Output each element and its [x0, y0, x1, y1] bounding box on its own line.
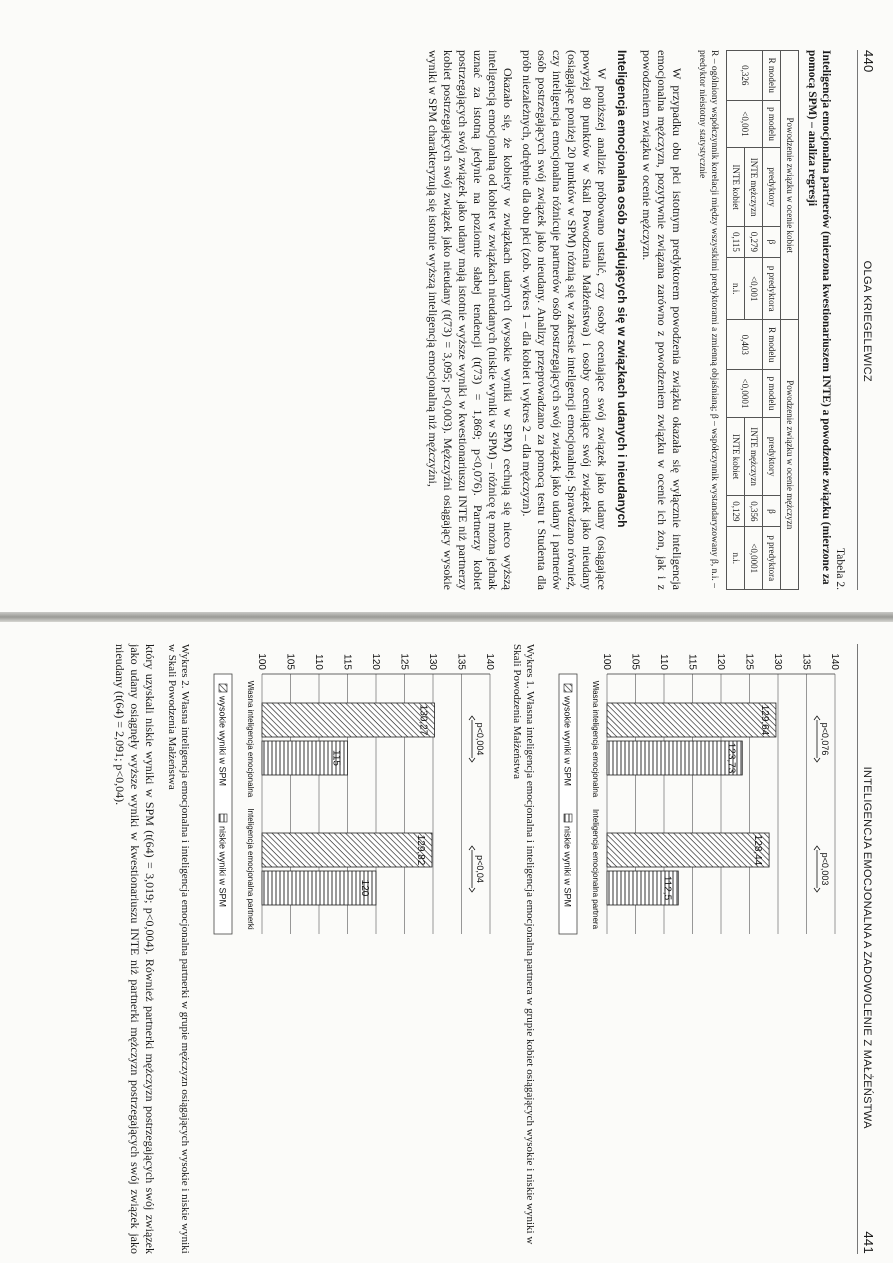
y-tick-label: 100: [601, 653, 612, 670]
table-cell: INTE mężczyzn: [745, 417, 763, 496]
page-440-content: [136, 50, 876, 590]
y-tick-label: 135: [800, 653, 812, 670]
table-number: Tabela 2.: [834, 548, 846, 590]
y-tick-label: 115: [686, 654, 698, 670]
bar-high-spm: [607, 833, 769, 867]
table-group-men: Powodzenie związku w ocenie mężczyzn: [781, 320, 799, 590]
arrow-head: [469, 758, 475, 762]
arrow-head: [469, 716, 475, 720]
table-group-women: Powodzenie związku w ocenie kobiet: [781, 51, 799, 320]
y-tick-label: 105: [629, 653, 641, 670]
x-tick-label: Własna inteligencja emocjonalna: [246, 680, 255, 798]
table-header: R modelu: [763, 320, 781, 370]
paragraph: W poniższej analizie próbowano ustalić, czy osoby oceniające swój związek jako udany (osiągające powyżej 80 punktów w Skali Powodzenia Małżeństwa) i osoby oceniające swój związek jako nieudany (osiągające poniżej 20 punktów w SPM) różnią się w zakresie inteligencji emocjonalnej. Sprawdzano również, czy inteligencja emocjonalna różnicuje partnerów osób postrzegających swój związek jako udany i partnerów osób postrzegających swój związek jako nieudany. Analizy przeprowadzano za pomocą testu t Studenta dla prób niezależnych, odrębnie dla obu płci (zob. wykres 1 – dla kobiet i wykres 2 – dla mężczyzn).: [520, 50, 609, 590]
y-tick-label: 125: [398, 653, 410, 670]
significance-label: p<0,076: [820, 722, 830, 756]
table-header: β: [763, 226, 781, 257]
x-tick-label: Inteligencja emocjonalna partnerki: [246, 808, 255, 930]
table-row: [745, 51, 763, 590]
chart-1-caption: Wykres 1. Własna inteligencja emocjonalna i inteligencja emocjonalna partnera w grupie kobiet osiągających wysokie i niskie wyniki w Skali Powodzenia Małżeństwa: [511, 644, 536, 1245]
paragraph: który uzyskali niskie wyniki w SPM (t(64) = 3,019; p<0,004). Również partnerki mężczyzn postrzegających swój związek jako udany osiągnęły wyższe wyniki w kwestionariuszu INTE niż partnerki mężczyzn postrzegających swój związek jako nieudany (t(64) = 2,091; p<0,04).: [113, 644, 157, 1254]
x-tick-label: Inteligencja emocjonalna partnera: [591, 808, 600, 930]
data-label: 128,44: [752, 834, 764, 866]
y-tick-label: 140: [829, 653, 840, 670]
regression-table: [726, 50, 799, 590]
table-cell: 0,326: [727, 51, 763, 101]
data-label: 129,64: [758, 704, 770, 736]
charts-row: [510, 644, 847, 1254]
page-number: 440: [861, 50, 876, 73]
data-label: 115: [330, 750, 342, 766]
page-441: [0, 622, 893, 1263]
table-header: p predyktora: [763, 527, 781, 590]
table-header: p predyktora: [763, 257, 781, 320]
y-tick-label: 100: [256, 653, 267, 670]
table-header: p modelu: [763, 370, 781, 418]
data-label: 123,73: [725, 742, 737, 774]
table-cell: 0,356: [745, 496, 763, 527]
book-fold: [0, 612, 893, 622]
running-head-title: OLGA KRIEGELEWICZ: [861, 260, 873, 382]
legend-swatch-low: [564, 814, 572, 822]
table-cell: INTE mężczyzn: [745, 148, 763, 227]
table-cell: 0,115: [727, 226, 745, 257]
arrow-head: [814, 846, 820, 850]
running-head: [857, 50, 876, 590]
bar-high-spm: [607, 703, 776, 737]
data-label: 120: [359, 879, 370, 897]
arrow-head: [469, 846, 475, 850]
chart-1-block: [510, 644, 847, 1254]
page-number: 441: [861, 1231, 876, 1254]
chart-2-block: [165, 644, 502, 1254]
section-title: Inteligencja emocjonalna osób znajdujących się w związkach udanych i nieudanych: [615, 50, 629, 528]
y-tick-label: 135: [455, 653, 467, 670]
paragraph: Okazało się, że kobiety w związkach udanych (wysokie wyniki w SPM) cechują się nieco wyższą inteligencją emocjonalną od kobiet w związkach nieudanych (niskie wyniki w SPM) – różnicę tę można jednak uznać za istotną jedynie na poziomie słabej tendencji (t(73) = 1,869; p<0,076). Partnerzy kobiet postrzegających swój związek jako udany mają istotnie wyższe wyniki w kwestionariuszu INTE niż partnerzy kobiet postrzegających swój związek jako nieudany (t(73) = 3,095; p<0,003). Mężczyźni osiągający wysokie wyniki w SPM charakteryzują się istotnie wyższą inteligencją emocjonalną niż mężczyźni,: [426, 50, 515, 590]
chart-2: [202, 644, 502, 940]
y-tick-label: 110: [313, 654, 324, 670]
table-cell: INTE kobiet: [727, 417, 745, 496]
running-head-title: INTELIGENCJA EMOCJONALNA A ZADOWOLENIE Z MAŁŻEŃSTWA: [861, 766, 873, 1129]
table-header: p modelu: [763, 100, 781, 148]
legend-label-high: wysokie wyniki w SPM: [217, 696, 228, 787]
y-tick-label: 130: [427, 653, 438, 670]
arrow-head: [814, 758, 820, 762]
y-tick-label: 130: [772, 653, 783, 670]
bar-high-spm: [262, 833, 432, 867]
legend-label-low: niskie wyniki w SPM: [562, 826, 573, 908]
data-label: 129,82: [414, 834, 426, 866]
table-header: predyktory: [763, 417, 781, 496]
table-cell: <0,001: [745, 257, 763, 320]
table-header: R modelu: [763, 51, 781, 101]
legend-swatch-high: [564, 684, 572, 692]
y-tick-label: 120: [370, 653, 381, 670]
table-cell: n.i.: [727, 527, 745, 590]
y-tick-label: 105: [284, 653, 296, 670]
bar-high-spm: [262, 703, 435, 737]
page-441-content: [113, 644, 876, 1254]
bar-low-spm: [607, 741, 742, 775]
table-title: Inteligencja emocjonalna partnerów (mierzona kwestionariuszem INTE) a powodzenie związku (mierzone za pomocą SPM) – analiza regresji: [806, 50, 832, 585]
y-tick-label: 140: [484, 653, 495, 670]
legend-swatch-high: [219, 684, 227, 692]
data-label: 112,5: [661, 875, 673, 901]
table-header: β: [763, 496, 781, 527]
data-label: 130,27: [417, 704, 429, 736]
table-cell: <0,0001: [745, 527, 763, 590]
paragraph: W przypadku obu płci istotnym predyktorem powodzenia związku okazała się wyłącznie inteligencja emocjonalna mężczyzn, pozytywnie związana zarówno z powodzeniem związku w ocenie ich żon, jak i z powodzeniem związku w ocenie mężczyzn.: [640, 50, 684, 590]
arrow-head: [814, 716, 820, 720]
chart-2-caption: Wykres 2. Własna inteligencja emocjonalna i inteligencja emocjonalna partnerki w grupie mężczyzn osiągających wysokie i niskie wyniki w Skali Powodzenia Małżeństwa: [166, 644, 191, 1254]
legend-label-low: niskie wyniki w SPM: [217, 826, 228, 908]
arrow-head: [469, 888, 475, 892]
chart-1: [547, 644, 847, 940]
legend-swatch-low: [219, 814, 227, 822]
table-cell: 0,129: [727, 496, 745, 527]
table-note: R – ogólniony współczynnik korelacji między wszystkimi predyktorami a zmienną objaśnianą; β – współczynnik wystandaryzowany β, n.i. – predyktor nieistotny statystycznie: [697, 50, 719, 588]
significance-label: p<0,004: [475, 722, 485, 756]
y-tick-label: 110: [658, 654, 669, 670]
x-tick-label: Własna inteligencja emocjonalna: [591, 680, 600, 798]
y-tick-label: 120: [715, 653, 726, 670]
table-cell: <0,0001: [727, 370, 763, 418]
table-header: predyktory: [763, 148, 781, 227]
significance-label: p<0,003: [820, 852, 830, 886]
arrow-head: [814, 888, 820, 892]
y-tick-label: 115: [341, 654, 353, 670]
table-cell: <0,001: [727, 100, 763, 148]
table-caption: [805, 50, 847, 590]
significance-label: p<0,04: [475, 855, 485, 883]
running-head: [857, 644, 876, 1254]
legend-label-high: wysokie wyniki w SPM: [562, 696, 573, 787]
page-440: [0, 0, 893, 612]
table-cell: 0,279: [745, 226, 763, 257]
charts-row-2: [165, 644, 502, 1254]
y-tick-label: 125: [743, 653, 755, 670]
table-cell: 0,403: [727, 320, 763, 370]
table-cell: n.i.: [727, 257, 745, 320]
table-cell: INTE kobiet: [727, 148, 745, 227]
